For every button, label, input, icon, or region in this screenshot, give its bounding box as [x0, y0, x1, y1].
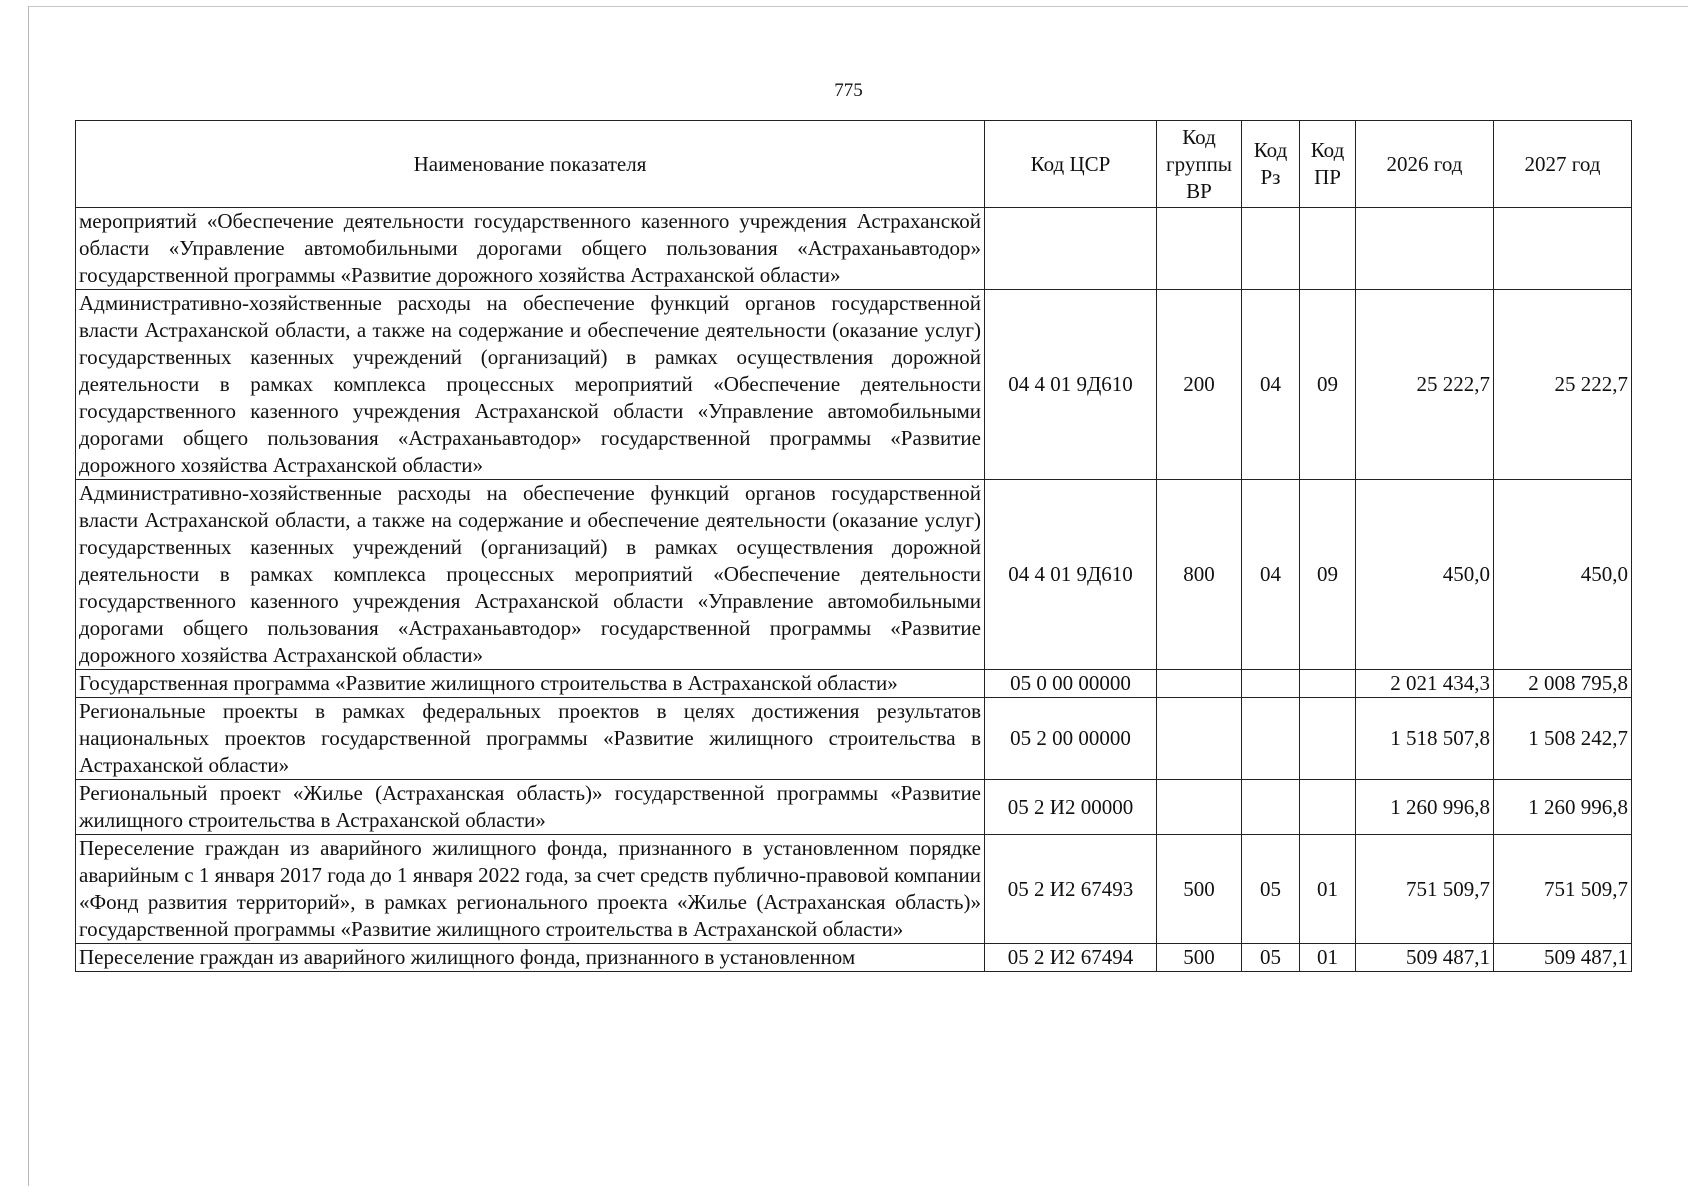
cell-pr: [1300, 780, 1356, 835]
cell-2026: 1 260 996,8: [1356, 780, 1494, 835]
cell-2027: 509 487,1: [1494, 944, 1632, 972]
table-row: [76, 698, 1632, 780]
cell-pr: 01: [1300, 944, 1356, 972]
cell-name: Региональные проекты в рамках федеральных проектов в целях достижения результатов национальных проектов государственной программы «Развитие жилищного строительства в Астраханской области»: [76, 698, 985, 780]
header-rz: Код Рз: [1242, 121, 1300, 208]
cell-vr: [1157, 670, 1242, 698]
cell-2027: 751 509,7: [1494, 835, 1632, 944]
cell-vr: [1157, 208, 1242, 290]
cell-2026: 1 518 507,8: [1356, 698, 1494, 780]
scan-edge-left: [28, 6, 29, 1186]
cell-vr: 800: [1157, 480, 1242, 670]
header-2027: 2027 год: [1494, 121, 1632, 208]
cell-pr: 01: [1300, 835, 1356, 944]
header-csr: Код ЦСР: [985, 121, 1157, 208]
cell-pr: [1300, 698, 1356, 780]
cell-csr: 05 2 И2 00000: [985, 780, 1157, 835]
header-name: Наименование показателя: [76, 121, 985, 208]
cell-2026: 25 222,7: [1356, 290, 1494, 480]
cell-name: Административно-хозяйственные расходы на обеспечение функций органов государственной власти Астраханской области, а также на содержание и обеспечение деятельности (оказание услуг) государственных казенных учреждений (организаций) в рамках осуществления дорожной деятельности в рамках комплекса процессных мероприятий «Обеспечение деятельности государственного казенного учреждения Астраханской области «Управление автомобильными дорогами общего пользования «Астраханьавтодор» государственной программы «Развитие дорожного хозяйства Астраханской области»: [76, 480, 985, 670]
cell-csr: 04 4 01 9Д610: [985, 480, 1157, 670]
table-row: [76, 835, 1632, 944]
cell-vr: 200: [1157, 290, 1242, 480]
cell-vr: [1157, 698, 1242, 780]
cell-name: мероприятий «Обеспечение деятельности государственного казенного учреждения Астраханской области «Управление автомобильными дорогами общего пользования «Астраханьавтодор» государственной программы «Развитие дорожного хозяйства Астраханской области»: [76, 208, 985, 290]
table-row: [76, 480, 1632, 670]
cell-vr: 500: [1157, 835, 1242, 944]
cell-2027: 1 508 242,7: [1494, 698, 1632, 780]
table-row: [76, 208, 1632, 290]
cell-rz: [1242, 208, 1300, 290]
cell-2026: 2 021 434,3: [1356, 670, 1494, 698]
table-header-row: [76, 121, 1632, 208]
cell-csr: [985, 208, 1157, 290]
scan-edge-top: [28, 6, 1688, 7]
cell-2027: 25 222,7: [1494, 290, 1632, 480]
cell-vr: 500: [1157, 944, 1242, 972]
cell-name: Переселение граждан из аварийного жилищного фонда, признанного в установленном порядке аварийным с 1 января 2017 года до 1 января 2022 года, за счет средств публично-правовой компании «Фонд развития территорий», в рамках регионального проекта «Жилье (Астраханская область)» государственной программы «Развитие жилищного строительства в Астраханской области»: [76, 835, 985, 944]
table-row: [76, 670, 1632, 698]
cell-name: Переселение граждан из аварийного жилищного фонда, признанного в установленном: [76, 944, 985, 972]
cell-2027: 2 008 795,8: [1494, 670, 1632, 698]
cell-rz: [1242, 698, 1300, 780]
cell-vr: [1157, 780, 1242, 835]
cell-pr: 09: [1300, 290, 1356, 480]
cell-csr: 05 2 00 00000: [985, 698, 1157, 780]
cell-rz: [1242, 670, 1300, 698]
header-2026: 2026 год: [1356, 121, 1494, 208]
cell-2026: [1356, 208, 1494, 290]
cell-csr: 05 0 00 00000: [985, 670, 1157, 698]
cell-pr: 09: [1300, 480, 1356, 670]
cell-2027: 450,0: [1494, 480, 1632, 670]
cell-name: Административно-хозяйственные расходы на обеспечение функций органов государственной власти Астраханской области, а также на содержание и обеспечение деятельности (оказание услуг) государственных казенных учреждений (организаций) в рамках осуществления дорожной деятельности в рамках комплекса процессных мероприятий «Обеспечение деятельности государственного казенного учреждения Астраханской области «Управление автомобильными дорогами общего пользования «Астраханьавтодор» государственной программы «Развитие дорожного хозяйства Астраханской области»: [76, 290, 985, 480]
cell-pr: [1300, 208, 1356, 290]
table-row: [76, 944, 1632, 972]
cell-rz: [1242, 780, 1300, 835]
cell-2026: 450,0: [1356, 480, 1494, 670]
cell-csr: 04 4 01 9Д610: [985, 290, 1157, 480]
cell-2027: [1494, 208, 1632, 290]
cell-2026: 509 487,1: [1356, 944, 1494, 972]
table-row: [76, 780, 1632, 835]
cell-2026: 751 509,7: [1356, 835, 1494, 944]
header-vr: Код группы ВР: [1157, 121, 1242, 208]
cell-2027: 1 260 996,8: [1494, 780, 1632, 835]
cell-csr: 05 2 И2 67494: [985, 944, 1157, 972]
header-pr: Код ПР: [1300, 121, 1356, 208]
cell-rz: 04: [1242, 480, 1300, 670]
cell-name: Региональный проект «Жилье (Астраханская область)» государственной программы «Развитие жилищного строительства в Астраханской области»: [76, 780, 985, 835]
page-number: 775: [834, 80, 863, 101]
table-row: [76, 290, 1632, 480]
cell-pr: [1300, 670, 1356, 698]
cell-rz: 05: [1242, 944, 1300, 972]
budget-table: [75, 120, 1632, 972]
cell-name: Государственная программа «Развитие жилищного строительства в Астраханской области»: [76, 670, 985, 698]
cell-csr: 05 2 И2 67493: [985, 835, 1157, 944]
cell-rz: 05: [1242, 835, 1300, 944]
cell-rz: 04: [1242, 290, 1300, 480]
